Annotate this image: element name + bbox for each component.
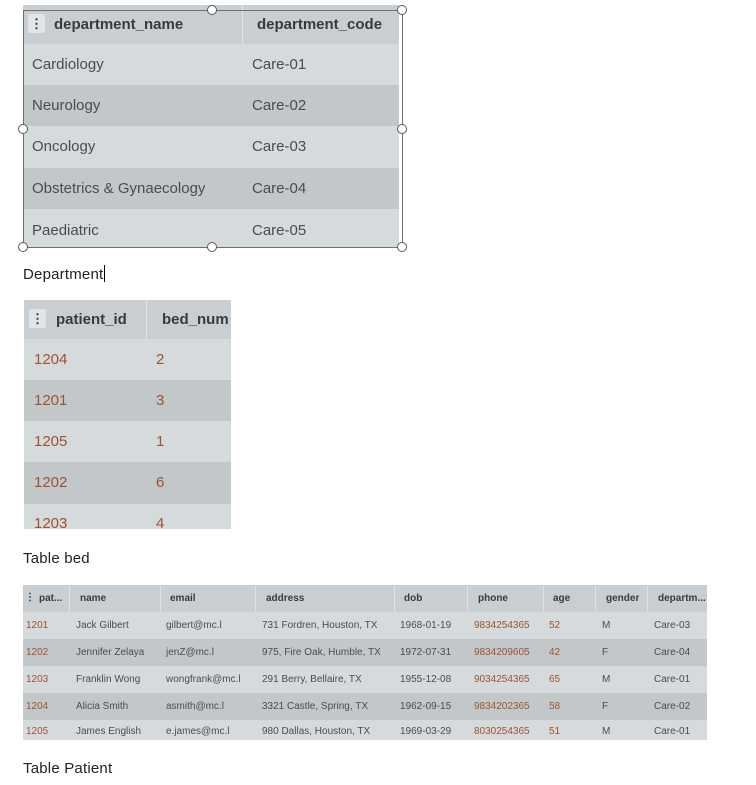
department-code-cell: Care-01: [252, 56, 307, 73]
bed-table-header: [24, 300, 231, 339]
department-code-cell: Care-01: [654, 726, 691, 737]
resize-handle-top-right[interactable]: [397, 5, 407, 15]
text-cursor: [104, 265, 105, 282]
column-header-department-code: departm...: [658, 593, 706, 604]
address-cell: 291 Berry, Bellaire, TX: [262, 674, 362, 685]
patient-id-cell: 1202: [34, 474, 68, 491]
age-cell: 65: [549, 674, 561, 685]
resize-handle-top-left[interactable]: [207, 5, 217, 15]
resize-handle-middle-right[interactable]: [397, 124, 407, 134]
email-cell: jenZ@mc.l: [166, 647, 214, 658]
patient-id-cell: 1204: [26, 701, 49, 712]
patient-id-cell: 1201: [26, 620, 49, 631]
column-divider: [146, 300, 147, 339]
gender-cell: M: [602, 620, 611, 631]
department-name-cell: Oncology: [32, 138, 96, 155]
grip-dots-icon: ⋮: [31, 311, 44, 326]
column-divider: [160, 585, 161, 612]
patient-id-cell: 1202: [26, 647, 49, 658]
column-header-age: age: [553, 593, 571, 604]
column-header-patient-id: pat...: [39, 593, 63, 604]
department-code-cell: Care-03: [252, 138, 307, 155]
department-code-cell: Care-04: [252, 180, 307, 197]
age-cell: 52: [549, 620, 561, 631]
address-cell: 731 Fordren, Houston, TX: [262, 620, 378, 631]
table-row: [24, 380, 231, 421]
column-header-address: address: [266, 593, 305, 604]
column-divider: [543, 585, 544, 612]
name-cell: Franklin Wong: [76, 674, 141, 685]
bed-num-cell: 3: [156, 392, 165, 409]
dob-cell: 1962-09-15: [400, 701, 452, 712]
department-name-cell: Neurology: [32, 97, 101, 114]
resize-handle-bottom-right[interactable]: [397, 242, 407, 252]
phone-cell: 9834209605: [474, 647, 530, 658]
patient-table-header: [23, 585, 707, 612]
address-cell: 3321 Castle, Spring, TX: [262, 701, 368, 712]
column-header-gender: gender: [606, 593, 640, 604]
phone-cell: 9034254365: [474, 674, 530, 685]
bed-num-cell: 6: [156, 474, 165, 491]
column-divider: [467, 585, 468, 612]
column-header-bed-num: bed_num: [162, 311, 229, 328]
name-cell: Jennifer Zelaya: [76, 647, 145, 658]
bed-table-image[interactable]: [24, 300, 231, 529]
column-header-department-code: department_code: [257, 16, 383, 33]
table-row: [24, 504, 231, 529]
column-divider: [595, 585, 596, 612]
patient-id-cell: 1201: [34, 392, 68, 409]
bed-num-cell: 4: [156, 515, 165, 529]
department-name-cell: Obstetrics & Gynaecology: [32, 180, 206, 197]
department-code-cell: Care-04: [654, 647, 691, 658]
address-cell: 975, Fire Oak, Humble, TX: [262, 647, 381, 658]
column-divider: [255, 585, 256, 612]
dob-cell: 1955-12-08: [400, 674, 452, 685]
resize-handle-middle-left[interactable]: [18, 124, 28, 134]
age-cell: 42: [549, 647, 561, 658]
table-row: [23, 693, 707, 720]
table-row: [23, 666, 707, 693]
grip-dots-icon: ⋮: [30, 16, 43, 31]
table-row: [24, 421, 231, 462]
bed-num-cell: 2: [156, 351, 165, 368]
department-code-cell: Care-03: [654, 620, 691, 631]
email-cell: e.james@mc.l: [166, 726, 230, 737]
column-header-name: name: [80, 593, 107, 604]
age-cell: 51: [549, 726, 561, 737]
department-code-cell: Care-05: [252, 222, 307, 239]
caption-text: Department: [23, 266, 104, 283]
phone-cell: 9834202365: [474, 701, 530, 712]
department-code-cell: Care-02: [252, 97, 307, 114]
resize-handle-bottom-center[interactable]: [207, 242, 217, 252]
age-cell: 58: [549, 701, 561, 712]
dob-cell: 1972-07-31: [400, 647, 452, 658]
bed-num-cell: 1: [156, 433, 165, 450]
column-header-patient-id: patient_id: [56, 311, 127, 328]
column-header-department-name: department_name: [54, 16, 184, 33]
department-caption[interactable]: [23, 265, 105, 283]
table-row: [24, 462, 231, 504]
name-cell: Jack Gilbert: [76, 620, 129, 631]
column-header-email: email: [170, 593, 196, 604]
gender-cell: M: [602, 674, 611, 685]
bed-caption[interactable]: Table bed: [23, 550, 90, 567]
gender-cell: M: [602, 726, 611, 737]
dob-cell: 1968-01-19: [400, 620, 452, 631]
email-cell: gilbert@mc.l: [166, 620, 222, 631]
dob-cell: 1969-03-29: [400, 726, 452, 737]
grip-dots-icon: ⋮: [25, 592, 35, 603]
patient-id-cell: 1203: [26, 674, 49, 685]
department-code-cell: Care-02: [654, 701, 691, 712]
column-divider: [647, 585, 648, 612]
column-divider: [69, 585, 70, 612]
gender-cell: F: [602, 647, 609, 658]
table-row: [24, 339, 231, 380]
patient-id-cell: 1205: [34, 433, 68, 450]
email-cell: asmith@mc.l: [166, 701, 224, 712]
address-cell: 980 Dallas, Houston, TX: [262, 726, 371, 737]
table-row: [23, 612, 707, 639]
resize-handle-bottom-left[interactable]: [18, 242, 28, 252]
patient-id-cell: 1203: [34, 515, 68, 529]
patient-caption[interactable]: Table Patient: [23, 760, 113, 777]
department-name-cell: Paediatric: [32, 222, 99, 239]
table-row: [23, 639, 707, 666]
patient-table-image[interactable]: [23, 585, 707, 740]
gender-cell: F: [602, 701, 609, 712]
department-code-cell: Care-01: [654, 674, 691, 685]
email-cell: wongfrank@mc.l: [166, 674, 241, 685]
name-cell: James English: [76, 726, 142, 737]
name-cell: Alicia Smith: [76, 701, 129, 712]
patient-id-cell: 1205: [26, 726, 49, 737]
patient-id-cell: 1204: [34, 351, 68, 368]
image-selection-border: [23, 10, 403, 248]
table-row: [23, 720, 707, 740]
column-divider: [394, 585, 395, 612]
department-name-cell: Cardiology: [32, 56, 104, 73]
column-header-dob: dob: [404, 593, 423, 604]
phone-cell: 8030254365: [474, 726, 530, 737]
phone-cell: 9834254365: [474, 620, 530, 631]
column-header-phone: phone: [478, 593, 508, 604]
